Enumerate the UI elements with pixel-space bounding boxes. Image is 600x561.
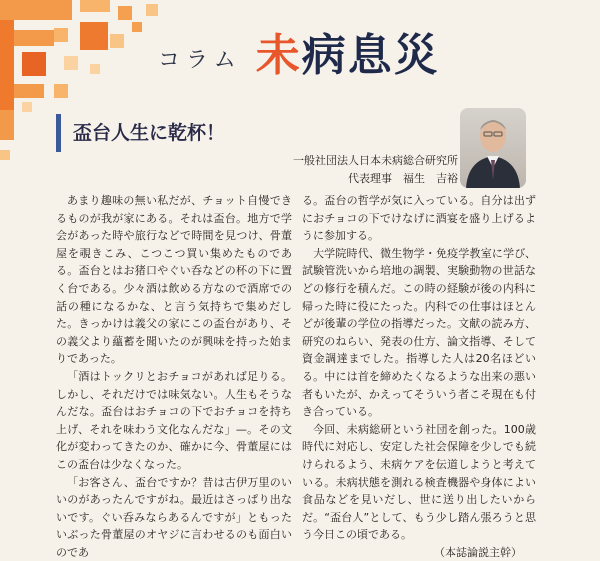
header-char-2: 病	[302, 28, 346, 84]
article-column-right	[302, 192, 536, 561]
paragraph: る。盃台の哲学が気に入っている。自分は出ずにおチョコの下でけなげに酒宴を盛り上げるように参加する。	[302, 192, 536, 245]
paragraph: 「酒はトックリとおチョコがあれば足りる。しかし、それだけでは味気ない。人生もそうなんだな。盃台はおチョコの下でおチョコを持ち上げ、それを味わう文化なんだな」—。その文化が変わってきたのか、確かに今、骨董屋にはこの盃台は少なくなった。	[56, 368, 292, 474]
paragraph: あまり趣味の無い私だが、チョット自慢できるものが我が家にある。それは盃台。地方で学会があった時や旅行などで時間を見つけ、骨董屋を覗きこみ、こつこつ買い集めたものである。盃台とはお猪口やぐい呑などの杯の下に置く台である。少々酒は飲める方なので酒席での話の種になるかな、と言う気持ちで集めだした。きっかけは義父の家にこの盃台があり、その義父より蘊蓄を聞いたのが興味を持った始まりであった。	[56, 192, 292, 368]
article-column-left	[56, 192, 292, 561]
article-title: 盃台人生に乾杯！	[56, 114, 225, 152]
column-label: コラム	[158, 43, 242, 84]
author-name: 代表理事 福生 吉裕	[293, 170, 458, 188]
author-info	[293, 152, 458, 188]
column-header	[158, 24, 440, 84]
paragraph: 「お客さん、盃台ですか？昔は古伊万里のいいのがあったんですがね。最近はさっぱり出ないです。ぐい呑みならあるんですが」ともったいぶった骨董屋のオヤジに言わせるのも面白いのであ	[56, 474, 292, 561]
author-photo	[460, 108, 526, 188]
author-credit: （本誌論説主幹）	[302, 544, 536, 561]
header-char-4: 災	[394, 28, 438, 84]
author-organization: 一般社団法人日本未病総合研究所	[293, 152, 458, 170]
paragraph: 今回、未病総研という社団を創った。100歳時代に対応し、安定した社会保障を少しでも続けられるよう、未病ケアを伝道しようと考えている。未病状態を測れる検査機器や身体によい食品などを見いだし、世に送り出したいからだ。“盃台人”として、もう少し踏ん張ろうと思う今日この頃である。	[302, 421, 536, 544]
header-char-1: 未	[256, 28, 300, 84]
paragraph: 大学院時代、微生物学・免疫学教室に学び、試験管洗いから培地の調製、実験動物の世話などの修行を積んだ。この時の経験が後の内科に帰った時に役にたった。内科での仕事はほとんどが後輩の学位の指導だった。文献の読み方、研究のねらい、発表の仕方、論文指導、そして資金調達までした。指導した人は20名ほどいる。中には首を締めたくなるような出来の悪い者もいたが、かえってそういう者こそ現在も付き合っている。	[302, 245, 536, 421]
header-char-3: 息	[348, 28, 392, 84]
